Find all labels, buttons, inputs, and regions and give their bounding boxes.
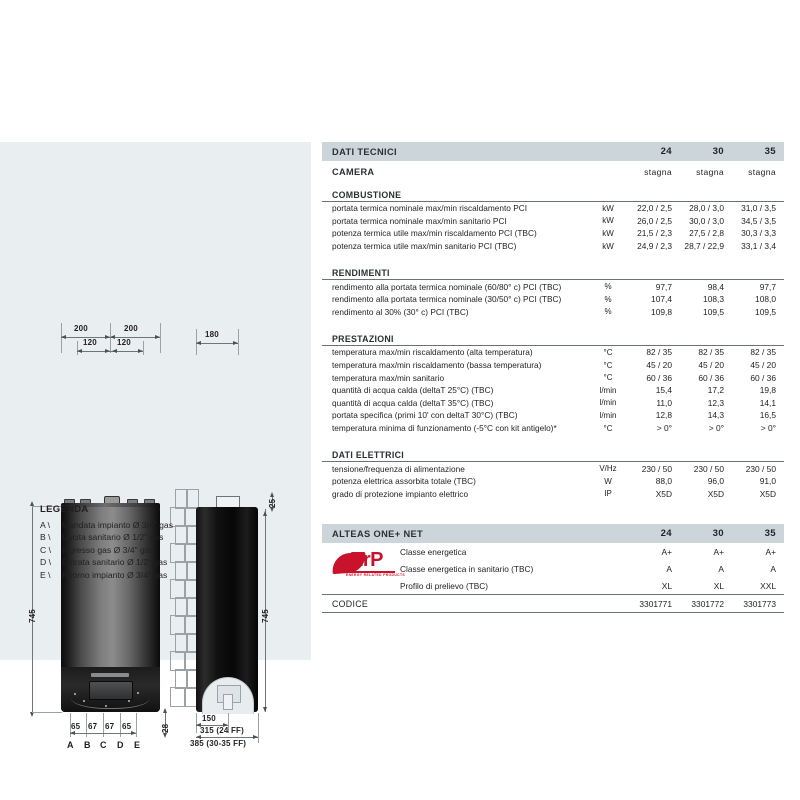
row-value-30: 108,3 [703, 294, 724, 305]
row-value-30: > 0° [708, 423, 724, 434]
decor-dot [128, 700, 130, 702]
row-value-35: 33,1 / 3,4 [741, 241, 776, 252]
table-row [322, 397, 784, 410]
front-bottom-dim-1: 65 [71, 722, 81, 731]
row-label: portata specifica (primi 10' con deltaT 30°C) (TBC) [332, 410, 518, 421]
row-value-30: A+ [713, 546, 724, 557]
arrow-icon [263, 707, 267, 712]
table-row [322, 346, 784, 359]
arrow-icon [233, 341, 238, 345]
legend-key-a: A \ [40, 520, 51, 530]
section-title: PRESTAZIONI [322, 327, 784, 346]
row-label: portata termica nominale max/min sanitario PCI [332, 215, 507, 226]
front-top-dim-left: 200 [74, 324, 88, 333]
row-label: portata termica nominale max/min riscaldamento PCI [332, 203, 528, 214]
arrow-icon [61, 335, 66, 339]
legend-key-b: B \ [40, 532, 51, 543]
row-unit: °C [603, 423, 613, 433]
row-value-30: 28,7 / 22,9 [684, 241, 724, 252]
table-row [322, 409, 784, 422]
legend-key-d: D \ [40, 557, 51, 568]
row-unit: l/min [599, 385, 617, 395]
row-value-30: 14,3 [707, 410, 724, 421]
row-value-35: 14,1 [759, 397, 776, 408]
row-value-30: 96,0 [707, 476, 724, 487]
row-label: grado di protezione impianto elettrico [332, 488, 469, 499]
row-label: temperatura max/min riscaldamento (bassa temperatura) [332, 360, 542, 371]
table-row [322, 371, 784, 384]
row-value-35: 34,5 / 3,5 [741, 215, 776, 226]
arrow-icon [196, 735, 201, 739]
arrow-icon [112, 349, 117, 353]
row-label: tensione/frequenza di alimentazione [332, 463, 465, 474]
row-unit: % [604, 294, 612, 304]
codice-value-24: 3301771 [628, 595, 680, 613]
row-value-24: A+ [661, 546, 672, 557]
tech-table-title: DATI TECNICI [322, 142, 588, 161]
front-depth-offset-dim: 28 [161, 723, 170, 733]
row-value-24: 26,0 / 2,5 [637, 215, 672, 226]
point-label-a: A [67, 740, 74, 750]
row-unit: °C [603, 347, 613, 357]
point-label-b: B [84, 740, 91, 750]
row-value-35: A+ [765, 546, 776, 557]
row-unit: °C [603, 360, 613, 370]
legend-text-a: Mandata impianto Ø 3/4" gas [62, 520, 174, 530]
row-label: Classe energetica in sanitario (TBC) [400, 563, 534, 574]
erp-model-35: 35 [732, 524, 784, 543]
row-value-35: 91,0 [759, 476, 776, 487]
dim-line-180 [196, 343, 238, 344]
arrow-icon [155, 335, 160, 339]
row-value-30: 30,0 / 3,0 [689, 215, 724, 226]
spacer-row [322, 252, 784, 261]
legend [40, 504, 290, 581]
row-value-35: 108,0 [755, 294, 776, 305]
ext-line [160, 323, 161, 353]
row-unit: l/min [599, 410, 617, 420]
row-value-30: XL [713, 580, 724, 591]
row-value-24: 22,0 / 2,5 [637, 203, 672, 214]
table-row [322, 202, 784, 215]
codice-value-30: 3301772 [680, 595, 732, 613]
row-value-35: 109,5 [755, 306, 776, 317]
erp-logo-icon [332, 547, 405, 583]
erp-wordmark: ErP [350, 549, 383, 572]
row-unit: kW [602, 228, 614, 238]
dim-line-120 [77, 351, 143, 352]
front-inner-dim-left: 120 [83, 338, 97, 347]
legend-text-b: Uscita sanitario Ø 1/2" gas [62, 532, 164, 543]
row-value-30: 28,0 / 3,0 [689, 203, 724, 214]
row-value-35: 45 / 20 [750, 360, 776, 371]
front-bottom-dim-4: 65 [122, 722, 132, 731]
row-unit: % [604, 282, 612, 292]
row-value-35: 30,3 / 3,3 [741, 228, 776, 239]
row-unit: W [604, 476, 612, 486]
row-value-35: 60 / 36 [750, 372, 776, 383]
arrow-icon [138, 349, 143, 353]
side-height-dim: 745 [261, 609, 270, 623]
row-value-24: 21,5 / 2,3 [637, 228, 672, 239]
section-header-combustione [322, 183, 784, 202]
legend-key-e: E \ [40, 569, 51, 580]
model-24: 24 [628, 142, 680, 161]
row-value-30: 230 / 50 [693, 463, 724, 474]
section-title: RENDIMENTI [322, 261, 784, 280]
section-title: COMBUSTIONE [322, 183, 784, 202]
point-label-c: C [100, 740, 107, 750]
row-value-35: X5D [759, 488, 776, 499]
ext-line [238, 329, 239, 355]
arrow-icon [270, 492, 274, 497]
codice-row [322, 595, 784, 613]
row-value-24: A [666, 563, 672, 574]
table-row [322, 475, 784, 488]
side-dome-inner-2 [223, 694, 233, 710]
row-value-24: X5D [655, 488, 672, 499]
arrow-icon [131, 731, 136, 735]
row-value-35: 31,0 / 3,5 [741, 203, 776, 214]
erp-tagline: ENERGY RELATED PRODUCTS [346, 573, 405, 578]
arrow-icon [196, 341, 201, 345]
ext-line [32, 712, 62, 713]
row-value-35: 16,5 [759, 410, 776, 421]
row-value-35: > 0° [760, 423, 776, 434]
front-inner-dim-right: 120 [117, 338, 131, 347]
legend-key-c: C \ [40, 544, 51, 555]
row-value-30: 109,5 [703, 306, 724, 317]
row-value-24: 45 / 20 [646, 360, 672, 371]
legend-item-a [40, 519, 290, 531]
row-value-24: 109,8 [651, 306, 672, 317]
codice-label: CODICE [322, 595, 588, 613]
legend-text-d: Entrata sanitario Ø 1/2" gas [62, 557, 168, 568]
row-value-24: 107,4 [651, 294, 672, 305]
arrow-icon [105, 349, 110, 353]
ext-line [258, 713, 259, 743]
row-value-24: 15,4 [655, 385, 672, 396]
row-value-24: 12,8 [655, 410, 672, 421]
row-unit: kW [602, 241, 614, 251]
row-value-24: XL [661, 580, 672, 591]
row-value-24: 97,7 [655, 281, 672, 292]
arrow-icon [253, 735, 258, 739]
row-value-30: X5D [707, 488, 724, 499]
legend-item-b [40, 531, 290, 543]
table-row [322, 384, 784, 397]
row-value-24: 24,9 / 2,3 [637, 241, 672, 252]
erp-model-24: 24 [628, 524, 680, 543]
row-label: Profilo di prelievo (TBC) [400, 580, 489, 591]
decor-dot [137, 692, 139, 694]
point-label-e: E [134, 740, 141, 750]
row-value-24: 88,0 [655, 476, 672, 487]
row-value-24: 60 / 36 [646, 372, 672, 383]
dim-line-bottom [70, 733, 136, 734]
section-header-rendimenti [322, 261, 784, 280]
control-panel [61, 667, 160, 712]
drawing-panel [0, 142, 311, 750]
front-bottom-dim-2: 67 [88, 722, 98, 731]
row-label: temperatura minima di funzionamento (-5°C con kit antigelo)* [332, 423, 557, 434]
technical-data-table [322, 142, 784, 524]
table-row [322, 462, 784, 475]
row-unit: V/Hz [599, 464, 617, 474]
row-value-35: 19,8 [759, 385, 776, 396]
row-value-24: 82 / 35 [646, 347, 672, 358]
ext-line [143, 341, 144, 355]
decor-dot [74, 693, 76, 695]
erp-table-header-row [322, 524, 784, 543]
legend-text-e: Ritorno impianto Ø 3/4" gas [62, 569, 168, 580]
camera-label: CAMERA [332, 167, 375, 177]
model-35: 35 [732, 142, 784, 161]
point-label-d: D [117, 740, 124, 750]
spacer-row [322, 318, 784, 327]
table-row [322, 422, 784, 435]
legend-text-c: Ingresso gas Ø 3/4" gas [62, 544, 154, 555]
side-bottom-dim-150: 150 [202, 714, 216, 723]
spacer-row [322, 434, 784, 443]
row-value-30: 98,4 [707, 281, 724, 292]
row-value-30: 27,5 / 2,8 [689, 228, 724, 239]
row-value-30: A [718, 563, 724, 574]
decor-dot [83, 700, 85, 702]
row-unit: kW [602, 216, 614, 226]
dim-line-315 [196, 737, 258, 738]
table-row [322, 280, 784, 293]
row-label: potenza termica utile max/min sanitario PCI (TBC) [332, 241, 517, 252]
row-label: potenza termica utile max/min riscaldamento PCI (TBC) [332, 228, 537, 239]
row-value-30: 82 / 35 [698, 347, 724, 358]
table-row [322, 306, 784, 319]
row-unit: % [604, 307, 612, 317]
row-unit: °C [603, 373, 613, 383]
row-label: Classe energetica [400, 546, 467, 557]
brand-logo [91, 673, 129, 677]
row-value-35: 82 / 35 [750, 347, 776, 358]
table-row [322, 227, 784, 240]
table-row [322, 359, 784, 372]
row-value-35: A [770, 563, 776, 574]
front-top-dim-right: 200 [124, 324, 138, 333]
row-label: rendimento al 30% (30° c) PCI (TBC) [332, 306, 469, 317]
front-height-dim: 745 [28, 609, 37, 623]
row-label: temperatura max/min sanitario [332, 372, 445, 383]
codice-value-35: 3301773 [732, 595, 784, 613]
arrow-icon [77, 349, 82, 353]
table-row [322, 488, 784, 501]
legend-item-c [40, 544, 290, 556]
row-label: rendimento alla portata termica nominale (30/50° c) PCI (TBC) [332, 294, 562, 305]
row-unit: kW [602, 203, 614, 213]
row-value-35: 97,7 [759, 281, 776, 292]
row-value-30: 12,3 [707, 397, 724, 408]
section-title: DATI ELETTRICI [322, 443, 784, 462]
row-value-35: XXL [760, 580, 776, 591]
erp-table [322, 524, 784, 613]
arrow-icon [163, 733, 167, 738]
legend-title: LEGENDA [40, 504, 89, 515]
row-value-24: 11,0 [656, 397, 672, 408]
arrow-icon [110, 335, 115, 339]
legend-item-d [40, 556, 290, 568]
row-value-35: 230 / 50 [745, 463, 776, 474]
erp-model-30: 30 [680, 524, 732, 543]
section-header-prestazioni [322, 327, 784, 346]
arrow-icon [70, 731, 75, 735]
decor-dot [105, 705, 107, 707]
row-unit: IP [604, 489, 612, 499]
tech-table-header-row [322, 142, 784, 161]
row-label: potenza elettrica assorbita totale (TBC) [332, 476, 476, 487]
model-30: 30 [680, 142, 732, 161]
side-bottom-dim-385: 385 (30-35 FF) [190, 739, 247, 748]
row-label: quantità di acqua calda (deltaT 25°C) (TBC) [332, 385, 494, 396]
row-label: temperatura max/min riscaldamento (alta temperatura) [332, 347, 533, 358]
row-value-30: 60 / 36 [698, 372, 724, 383]
table-row [322, 543, 784, 560]
section-header-dati-elettrici [322, 443, 784, 462]
row-value-24: > 0° [656, 423, 672, 434]
table-row [322, 215, 784, 228]
camera-value-30: stagna [696, 167, 724, 177]
specifications-tables [322, 142, 784, 613]
row-value-30: 45 / 20 [698, 360, 724, 371]
side-top-right-dim: 25 [268, 498, 277, 508]
legend-item-e [40, 569, 290, 581]
row-label: rendimento alla portata termica nominale (60/80° c) PCI (TBC) [332, 281, 562, 292]
row-label: quantità di acqua calda (deltaT 35°C) (TBC) [332, 397, 494, 408]
table-row [322, 293, 784, 306]
side-top-dim: 180 [205, 330, 219, 339]
row-value-30: 17,2 [707, 385, 724, 396]
technical-drawing [0, 293, 311, 750]
ext-line [136, 713, 137, 737]
camera-row [322, 161, 784, 183]
camera-value-35: stagna [748, 167, 776, 177]
spacer-row [322, 500, 784, 524]
camera-value-24: stagna [644, 167, 672, 177]
arrow-icon [163, 708, 167, 713]
row-unit: l/min [599, 398, 617, 408]
front-bottom-dim-3: 67 [105, 722, 115, 731]
erp-table-title: ALTEAS ONE+ NET [322, 524, 588, 543]
row-value-24: 230 / 50 [641, 463, 672, 474]
side-bottom-dim-315: 315 (24 FF) [200, 726, 244, 735]
table-row [322, 240, 784, 253]
